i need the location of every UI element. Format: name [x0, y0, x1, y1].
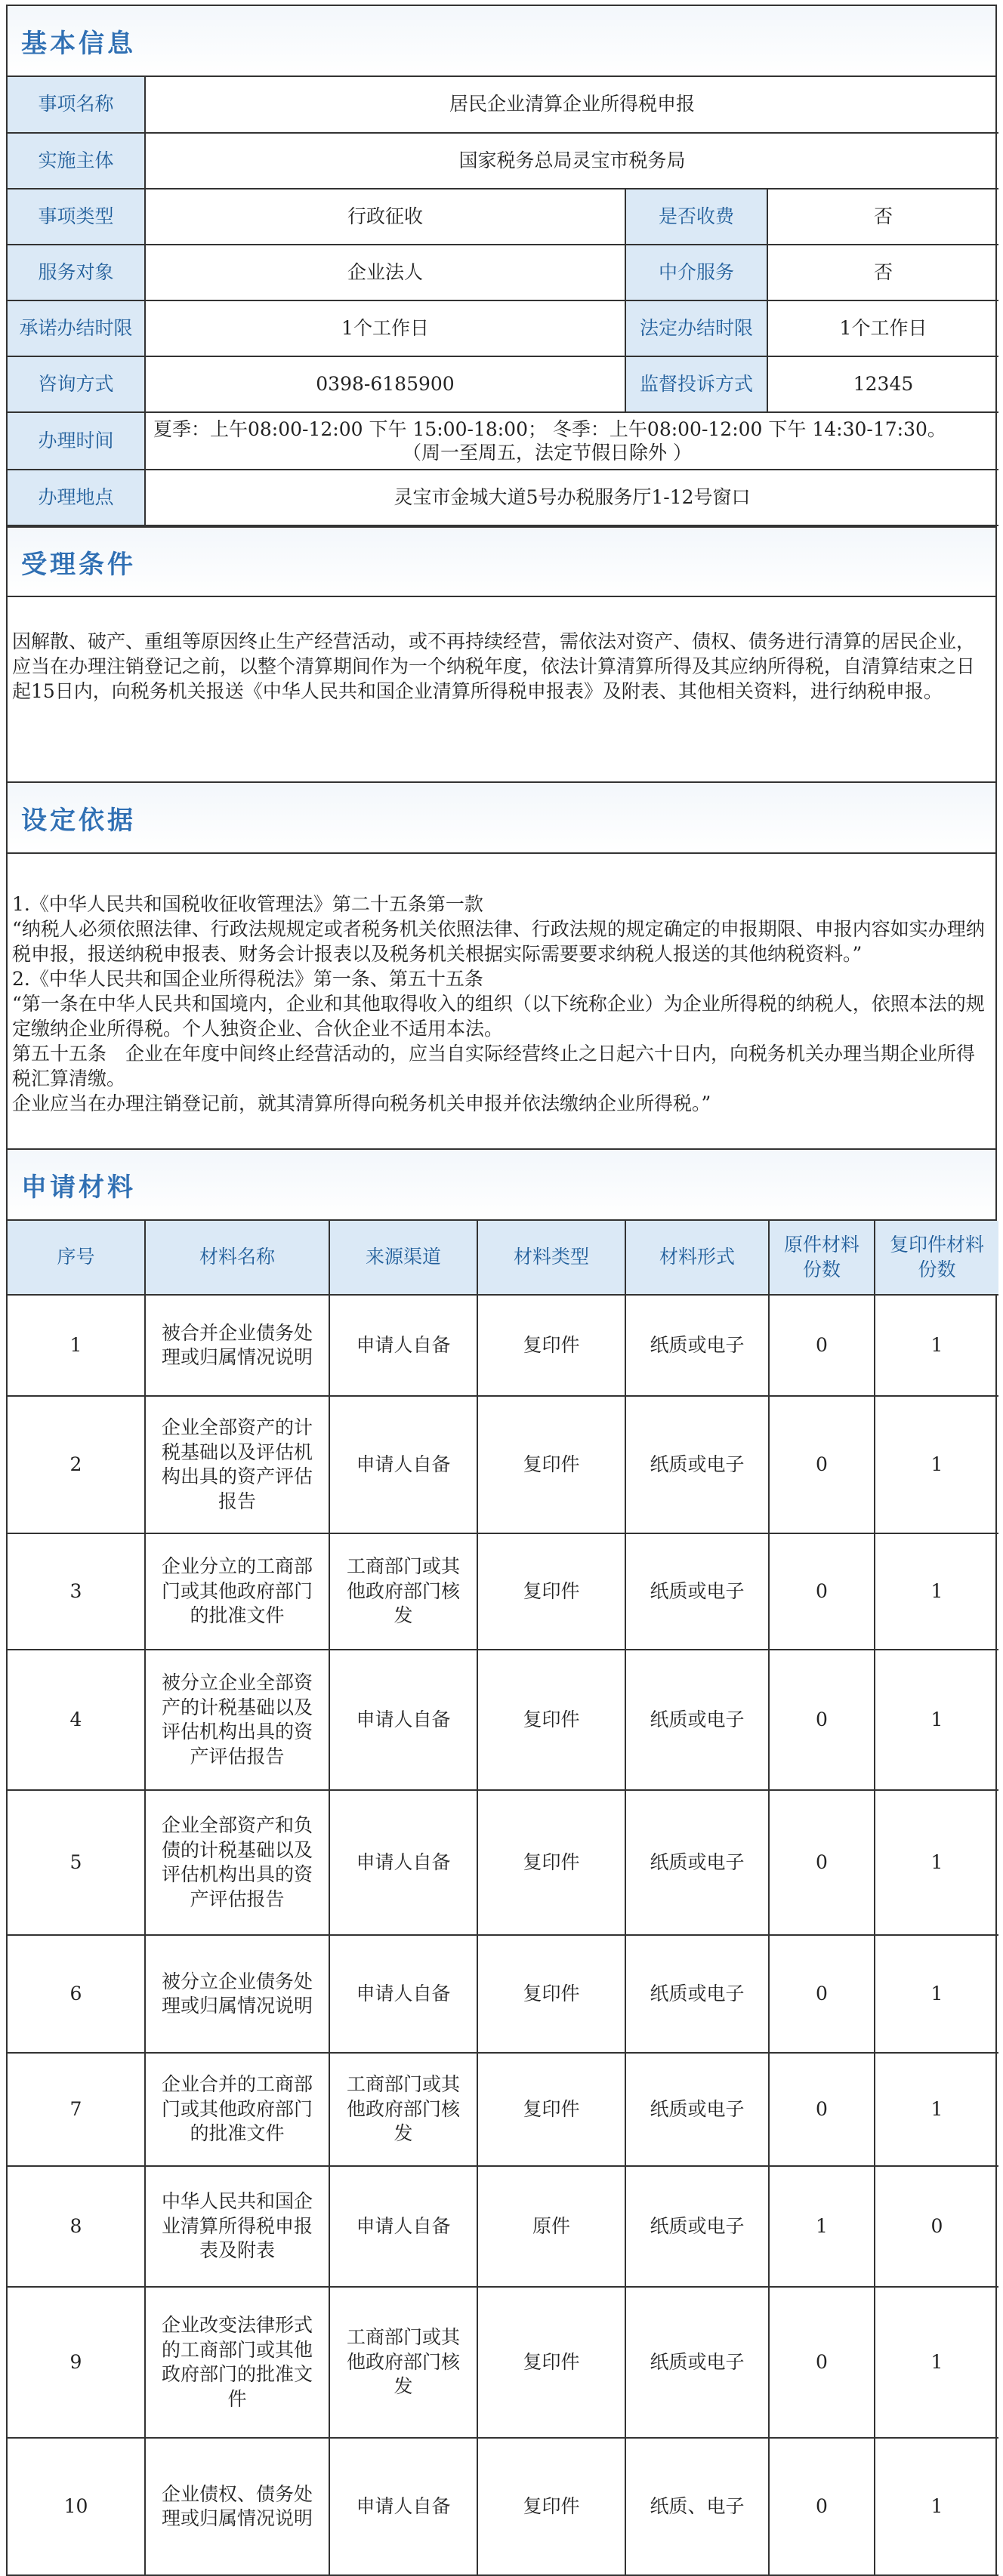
promise-time-label: 承诺办结时限	[8, 300, 145, 356]
hours-label: 办理时间	[8, 412, 145, 470]
material-type: 复印件	[477, 2053, 625, 2166]
complaint-label: 监督投诉方式	[625, 356, 767, 412]
promise-time-value: 1个工作日	[145, 300, 625, 356]
material-form: 纸质或电子	[625, 1790, 769, 1935]
source-channel: 申请人自备	[329, 1935, 477, 2053]
material-type: 复印件	[477, 1935, 625, 2053]
type-label: 事项类型	[8, 189, 145, 245]
material-name: 企业债权、债务处理或归属情况说明	[145, 2438, 329, 2575]
materials-header-cell: 材料名称	[145, 1221, 329, 1295]
basic-info-table	[8, 77, 998, 526]
hours-value	[145, 412, 998, 470]
copy-count: 1	[875, 1396, 998, 1533]
materials-header-cell: 原件材料份数	[769, 1221, 875, 1295]
row-number: 10	[8, 2438, 145, 2575]
legal-time-label: 法定办结时限	[625, 300, 767, 356]
legal-time-value: 1个工作日	[767, 300, 998, 356]
material-form: 纸质、电子	[625, 2438, 769, 2575]
service-guide	[6, 5, 997, 2576]
row-number: 4	[8, 1650, 145, 1790]
original-count: 0	[769, 2053, 875, 2166]
material-form: 纸质或电子	[625, 2166, 769, 2287]
table-row	[8, 1533, 998, 1650]
copy-count: 1	[875, 1295, 998, 1396]
address-value: 灵宝市金城大道5号办税服务厅1-12号窗口	[145, 470, 998, 525]
material-name: 中华人民共和国企业清算所得税申报表及附表	[145, 2166, 329, 2287]
material-name: 企业全部资产和负债的计税基础以及评估机构出具的资产评估报告	[145, 1790, 329, 1935]
materials-header-cell: 来源渠道	[329, 1221, 477, 1295]
authority-label: 实施主体	[8, 133, 145, 189]
source-channel: 工商部门或其他政府部门核发	[329, 2287, 477, 2438]
material-form: 纸质或电子	[625, 1935, 769, 2053]
target-label: 服务对象	[8, 245, 145, 300]
row-number: 6	[8, 1935, 145, 2053]
original-count: 0	[769, 2438, 875, 2575]
source-channel: 申请人自备	[329, 1650, 477, 1790]
original-count: 0	[769, 1533, 875, 1650]
material-type: 复印件	[477, 1650, 625, 1790]
consult-phone: 0398-6185900	[145, 356, 625, 412]
original-count: 0	[769, 2287, 875, 2438]
material-name: 企业合并的工商部门或其他政府部门的批准文件	[145, 2053, 329, 2166]
table-row	[8, 2053, 998, 2166]
materials-header-cell: 材料形式	[625, 1221, 769, 1295]
copy-count: 1	[875, 1533, 998, 1650]
complaint-value: 12345	[767, 356, 998, 412]
conditions-title: 受理条件	[8, 526, 995, 597]
consult-label: 咨询方式	[8, 356, 145, 412]
material-form: 纸质或电子	[625, 2053, 769, 2166]
materials-body	[8, 1295, 998, 2575]
source-channel: 申请人自备	[329, 1396, 477, 1533]
basic-info-title: 基本信息	[8, 6, 995, 77]
source-channel: 申请人自备	[329, 2438, 477, 2575]
material-type: 复印件	[477, 1533, 625, 1650]
original-count: 0	[769, 1295, 875, 1396]
conditions-text: 因解散、破产、重组等原因终止生产经营活动，或不再持续经营，需依法对资产、债权、债务进行清算的居民企业，应当在办理注销登记之前，以整个清算期间作为一个纳税年度，依法计算清算所得及其应纳所得税，自清算结束之日起15日内，向税务机关报送《中华人民共和国企业清算所得税申报表》及附表、其他相关资料，进行纳税申报。	[8, 597, 995, 783]
material-form: 纸质或电子	[625, 1533, 769, 1650]
item-name-label: 事项名称	[8, 77, 145, 133]
material-type: 复印件	[477, 1295, 625, 1396]
copy-count: 1	[875, 1935, 998, 2053]
table-row	[8, 1650, 998, 1790]
copy-count: 1	[875, 1790, 998, 1935]
material-name: 被分立企业债务处理或归属情况说明	[145, 1935, 329, 2053]
agency-label: 中介服务	[625, 245, 767, 300]
copy-count: 0	[875, 2166, 998, 2287]
row-number: 1	[8, 1295, 145, 1396]
table-row	[8, 1396, 998, 1533]
material-form: 纸质或电子	[625, 2287, 769, 2438]
source-channel: 工商部门或其他政府部门核发	[329, 1533, 477, 1650]
copy-count: 1	[875, 1650, 998, 1790]
materials-header-cell: 序号	[8, 1221, 145, 1295]
source-channel: 申请人自备	[329, 1790, 477, 1935]
materials-title: 申请材料	[8, 1150, 995, 1221]
basis-title: 设定依据	[8, 783, 995, 854]
copy-count: 1	[875, 2438, 998, 2575]
copy-count: 1	[875, 2053, 998, 2166]
material-form: 纸质或电子	[625, 1650, 769, 1790]
table-row	[8, 2287, 998, 2438]
row-number: 9	[8, 2287, 145, 2438]
original-count: 1	[769, 2166, 875, 2287]
material-type: 复印件	[477, 1790, 625, 1935]
original-count: 0	[769, 1935, 875, 2053]
source-channel: 工商部门或其他政府部门核发	[329, 2053, 477, 2166]
target-value: 企业法人	[145, 245, 625, 300]
original-count: 0	[769, 1650, 875, 1790]
material-name: 被合并企业债务处理或归属情况说明	[145, 1295, 329, 1396]
row-number: 3	[8, 1533, 145, 1650]
table-row	[8, 1790, 998, 1935]
fee-value: 否	[767, 189, 998, 245]
original-count: 0	[769, 1396, 875, 1533]
material-name: 企业改变法律形式的工商部门或其他政府部门的批准文件	[145, 2287, 329, 2438]
material-form: 纸质或电子	[625, 1396, 769, 1533]
material-form: 纸质或电子	[625, 1295, 769, 1396]
material-name: 企业分立的工商部门或其他政府部门的批准文件	[145, 1533, 329, 1650]
agency-value: 否	[767, 245, 998, 300]
materials-header-row	[8, 1221, 998, 1295]
source-channel: 申请人自备	[329, 1295, 477, 1396]
address-label: 办理地点	[8, 470, 145, 525]
item-name-value: 居民企业清算企业所得税申报	[145, 77, 998, 133]
row-number: 8	[8, 2166, 145, 2287]
basis-text: 1.《中华人民共和国税收征收管理法》第二十五条第一款 “纳税人必须依照法律、行政法规规定或者税务机关依照法律、行政法规的规定确定的申报期限、申报内容如实办理纳税申报，报送纳税申报表、财务会计报表以及税务机关根据实际需要要求纳税人报送的其他纳税资料。” 2.《中华人民共和国企业所得税法》第一条、第五十五条 “第一条在中华人民共和国境内，企业和其他取得收入的组织（以下统称企业）为企业所得税的纳税人，依照本法的规定缴纳企业所得税。个人独资企业、合伙企业不适用本法。 第五十五条 企业在年度中间终止经营活动的，应当自实际经营终止之日起六十日内，向税务机关办理当期企业所得税汇算清缴。 企业应当在办理注销登记前，就其清算所得向税务机关申报并依法缴纳企业所得税。”	[8, 854, 995, 1150]
row-number: 7	[8, 2053, 145, 2166]
type-value: 行政征收	[145, 189, 625, 245]
authority-value: 国家税务总局灵宝市税务局	[145, 133, 998, 189]
material-name: 企业全部资产的计税基础以及评估机构出具的资产评估报告	[145, 1396, 329, 1533]
material-type: 复印件	[477, 2287, 625, 2438]
table-row	[8, 2166, 998, 2287]
materials-table	[8, 1221, 998, 2576]
material-type: 复印件	[477, 1396, 625, 1533]
row-number: 2	[8, 1396, 145, 1533]
hours-line-2: （周一至周五，法定节假日除外 ）	[403, 442, 692, 464]
hours-line-1: 夏季：上午08:00-12:00 下午 15:00-18:00； 冬季：上午08:00-12:00 下午 14:30-17:30。	[153, 418, 946, 440]
material-type: 原件	[477, 2166, 625, 2287]
copy-count: 1	[875, 2287, 998, 2438]
material-type: 复印件	[477, 2438, 625, 2575]
source-channel: 申请人自备	[329, 2166, 477, 2287]
row-number: 5	[8, 1790, 145, 1935]
table-row	[8, 2438, 998, 2575]
material-name: 被分立企业全部资产的计税基础以及评估机构出具的资产评估报告	[145, 1650, 329, 1790]
table-row	[8, 1935, 998, 2053]
original-count: 0	[769, 1790, 875, 1935]
materials-header-cell: 材料类型	[477, 1221, 625, 1295]
table-row	[8, 1295, 998, 1396]
materials-header-cell: 复印件材料份数	[875, 1221, 998, 1295]
fee-label: 是否收费	[625, 189, 767, 245]
